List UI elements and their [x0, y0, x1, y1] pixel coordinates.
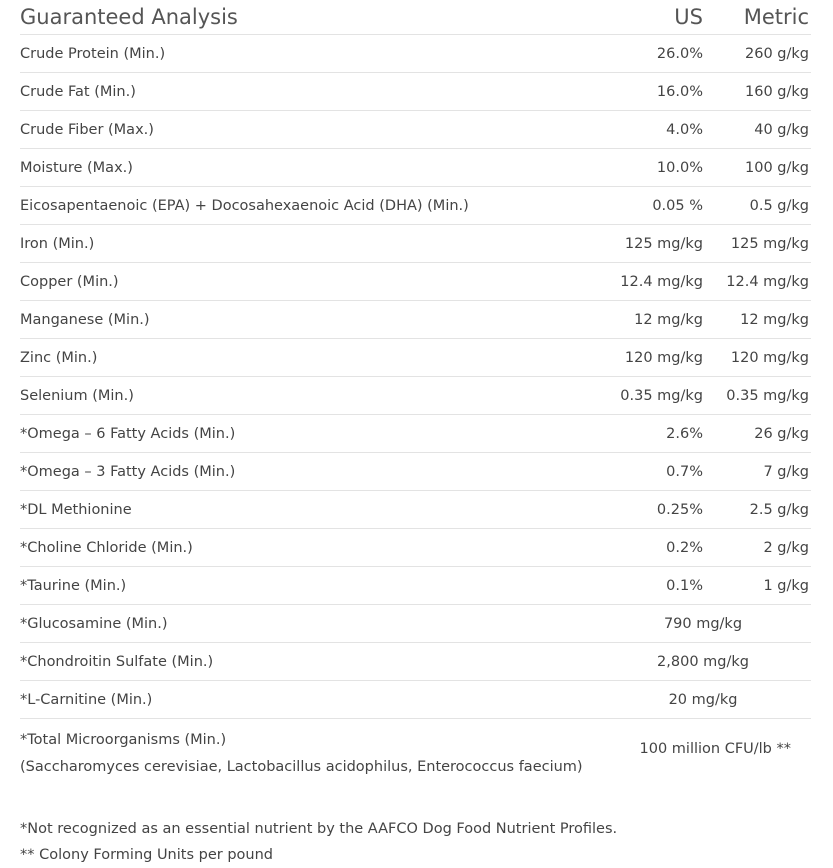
metric-value: 40 g/kg [754, 121, 809, 138]
table-row [20, 149, 811, 187]
us-value: 0.2% [666, 539, 703, 556]
nutrient-name: *DL Methionine [20, 501, 132, 518]
table-row [20, 377, 811, 415]
metric-column-header: Metric [743, 5, 809, 29]
nutrient-name: Copper (Min.) [20, 273, 119, 290]
metric-value: 2.5 g/kg [749, 501, 809, 518]
nutrient-name: Zinc (Min.) [20, 349, 98, 366]
us-value: 26.0% [656, 45, 703, 62]
us-value: 0.35 mg/kg [620, 387, 703, 404]
table-row [20, 225, 811, 263]
guaranteed-analysis-table [20, 0, 811, 868]
metric-value: 26 g/kg [754, 425, 809, 442]
us-value: 0.1% [666, 577, 703, 594]
table-row [20, 529, 811, 567]
nutrient-name: *Taurine (Min.) [20, 577, 127, 594]
footnote-nutrient: *Not recognized as an essential nutrient by the AAFCO Dog Food Nutrient Profiles. [20, 821, 618, 837]
table-header [20, 0, 811, 35]
nutrient-name: *Omega – 3 Fatty Acids (Min.) [20, 463, 236, 480]
nutrient-name: Eicosapentaenoic (EPA) + Docosahexaenoic Acid (DHA) (Min.) [20, 197, 469, 214]
nutrient-value: 100 million CFU/lb ** [639, 741, 791, 757]
metric-value: 260 g/kg [745, 45, 809, 62]
us-value: 4.0% [666, 121, 703, 138]
table-row [20, 339, 811, 377]
table-row [20, 605, 811, 643]
combined-value-rows [20, 605, 811, 719]
nutrient-name: Iron (Min.) [20, 235, 95, 252]
nutrient-name: *Glucosamine (Min.) [20, 615, 168, 632]
us-column-header: US [674, 5, 703, 29]
table-row [20, 73, 811, 111]
us-value: 12.4 mg/kg [620, 273, 703, 290]
us-value: 125 mg/kg [624, 235, 703, 252]
nutrient-name: *Chondroitin Sulfate (Min.) [20, 653, 214, 670]
nutrient-name: *L-Carnitine (Min.) [20, 691, 153, 708]
metric-value: 120 mg/kg [730, 349, 809, 366]
nutrient-name: *Choline Chloride (Min.) [20, 539, 193, 556]
metric-value: 12.4 mg/kg [726, 273, 809, 290]
nutrient-rows [20, 35, 811, 605]
nutrient-name: Crude Fiber (Max.) [20, 121, 154, 138]
nutrient-name: Selenium (Min.) [20, 387, 134, 404]
table-row [20, 187, 811, 225]
us-value: 16.0% [656, 83, 703, 100]
nutrient-name: Moisture (Max.) [20, 159, 133, 176]
footnote-cfu: ** Colony Forming Units per pound [20, 847, 273, 863]
combined-value: 2,800 mg/kg [657, 653, 749, 670]
table-row [20, 263, 811, 301]
metric-value: 0.5 g/kg [749, 197, 809, 214]
nutrient-name: *Omega – 6 Fatty Acids (Min.) [20, 425, 236, 442]
us-value: 10.0% [656, 159, 703, 176]
table-row [20, 111, 811, 149]
table-row [20, 415, 811, 453]
us-value: 120 mg/kg [624, 349, 703, 366]
us-value: 0.05 % [652, 197, 703, 214]
metric-value: 100 g/kg [745, 159, 809, 176]
table-row [20, 643, 811, 681]
table-row [20, 35, 811, 73]
metric-value: 160 g/kg [745, 83, 809, 100]
metric-value: 125 mg/kg [730, 235, 809, 252]
metric-value: 2 g/kg [763, 539, 809, 556]
table-row [20, 681, 811, 719]
table-row [20, 301, 811, 339]
us-value: 2.6% [666, 425, 703, 442]
table-row [20, 453, 811, 491]
metric-value: 1 g/kg [763, 577, 809, 594]
us-value: 0.7% [666, 463, 703, 480]
combined-value: 20 mg/kg [668, 691, 738, 708]
metric-value: 12 mg/kg [740, 311, 809, 328]
microorganisms-row [20, 719, 811, 788]
nutrient-name: Crude Fat (Min.) [20, 83, 136, 100]
table-row [20, 491, 811, 529]
us-value: 12 mg/kg [634, 311, 703, 328]
us-value: 0.25% [656, 501, 703, 518]
nutrient-name: Crude Protein (Min.) [20, 45, 166, 62]
table-title: Guaranteed Analysis [20, 5, 238, 29]
nutrient-name-line2: (Saccharomyces cerevisiae, Lactobacillus acidophilus, Enterococcus faecium) [20, 758, 583, 775]
nutrient-name-line1: *Total Microorganisms (Min.) [20, 731, 227, 748]
metric-value: 0.35 mg/kg [726, 387, 809, 404]
combined-value: 790 mg/kg [663, 615, 743, 632]
nutrient-name: Manganese (Min.) [20, 311, 150, 328]
metric-value: 7 g/kg [763, 463, 809, 480]
footnotes [20, 816, 811, 868]
table-row [20, 567, 811, 605]
